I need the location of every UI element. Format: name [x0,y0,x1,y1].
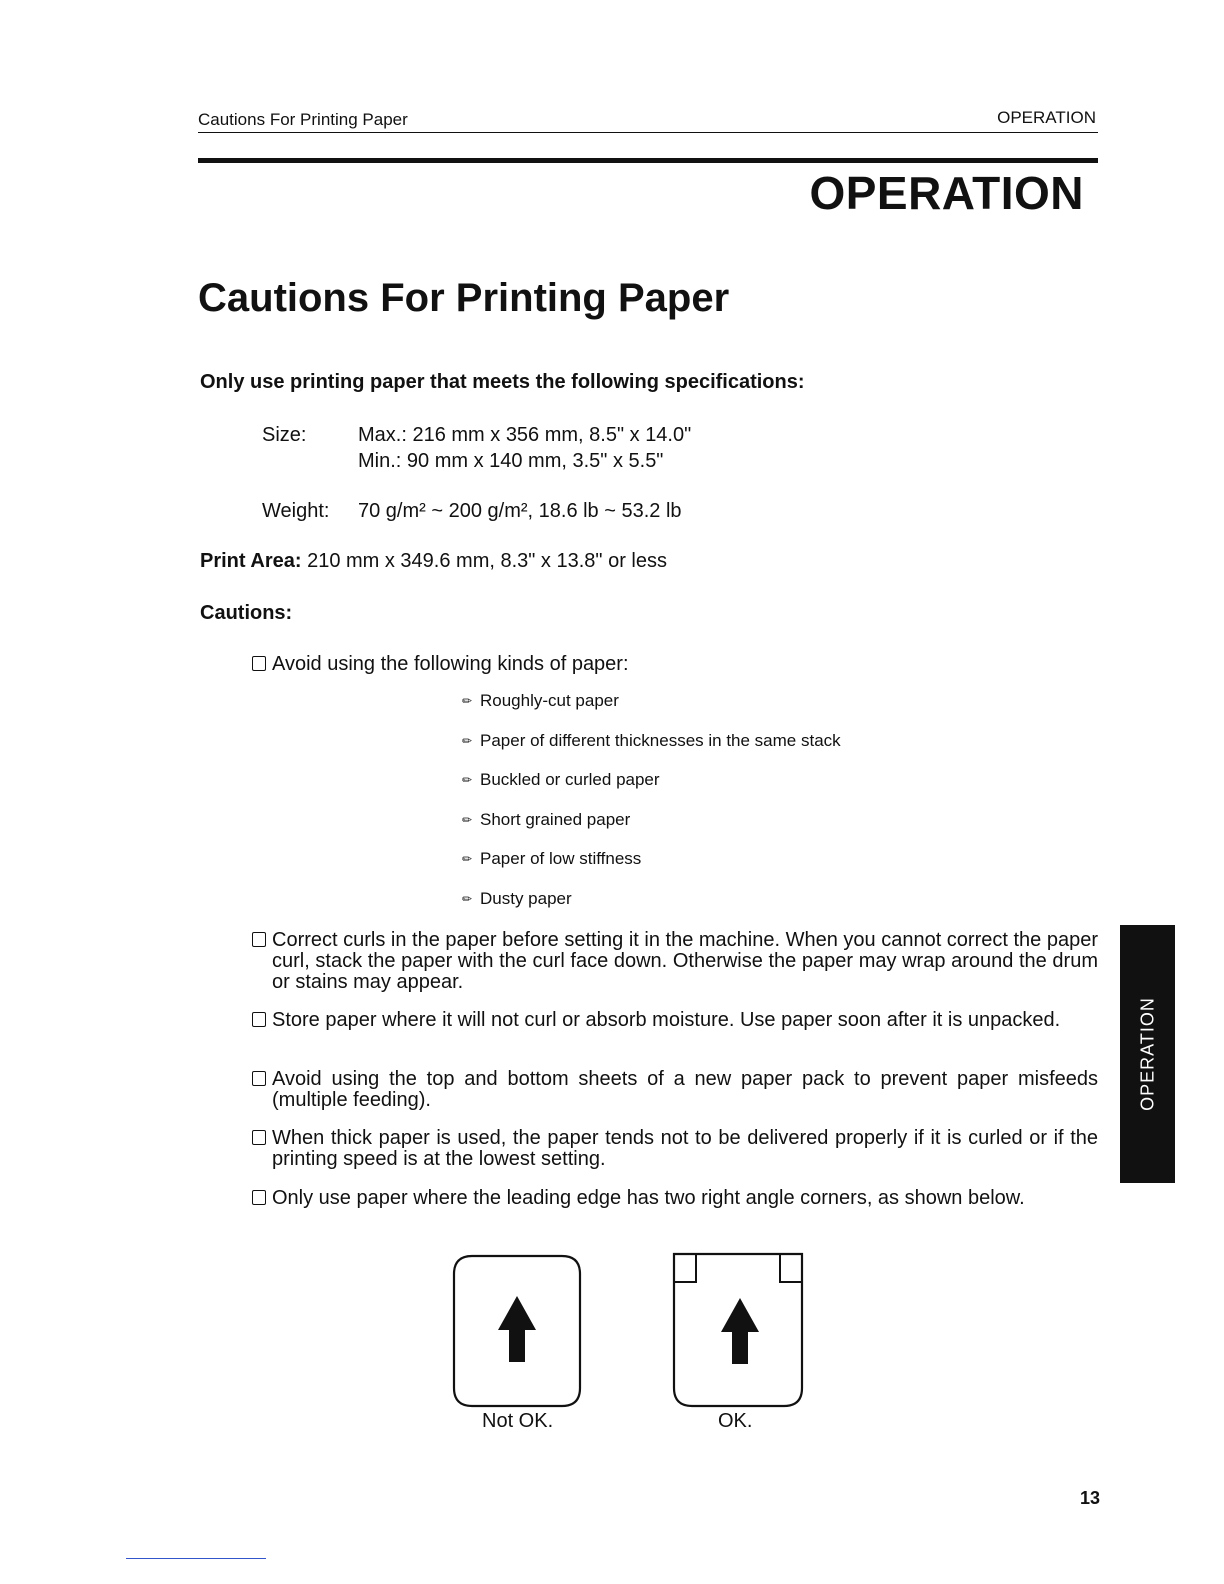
size-label: Size: [262,424,307,446]
checkbox-icon [252,1130,266,1145]
pencil-bullet-icon: ✏ [462,852,473,866]
scan-edge-mark [126,1558,266,1559]
page-title: Cautions For Printing Paper [198,276,730,320]
print-area [200,550,667,573]
paper-not-ok-diagram [450,1250,584,1412]
avoid-list-item [462,849,641,869]
avoid-list-item [462,889,572,909]
side-tab-label: OPERATION [1137,997,1157,1111]
weight-value: 70 g/m² ~ 200 g/m², 18.6 lb ~ 53.2 lb [358,500,682,522]
caution-text: Only use paper where the leading edge has two right angle corners, as shown below. [272,1187,1025,1209]
pencil-bullet-icon: ✏ [462,734,473,748]
caution-item [252,1010,1098,1031]
page-number: 13 [1079,1488,1100,1508]
chapter-side-tab [1120,925,1175,1183]
avoid-list-text: Paper of low stiffness [480,849,642,868]
spec-intro: Only use printing paper that meets the following specifications: [200,371,805,393]
caution-item [252,1128,1098,1170]
pencil-bullet-icon: ✏ [462,694,473,708]
caution-text: When thick paper is used, the paper tends not to be delivered properly if it is curled or if the printing speed is at the lowest setting. [272,1127,1098,1170]
checkbox-icon [252,932,266,947]
print-area-value: 210 mm x 349.6 mm, 8.3" x 13.8" or less [301,550,667,572]
avoid-list-text: Short grained paper [480,810,631,829]
not-ok-label: Not OK. [482,1410,554,1432]
avoid-list-text: Buckled or curled paper [480,770,660,789]
caution-avoid-intro [252,654,1098,675]
caution-text: Store paper where it will not curl or absorb moisture. Use paper soon after it is unpacked. [272,1009,1061,1031]
print-area-label: Print Area: [200,550,302,572]
avoid-list-text: Roughly-cut paper [480,691,619,710]
caution-text: Avoid using the top and bottom sheets of a new paper pack to prevent paper misfeeds (multiple feeding). [272,1068,1098,1111]
running-header-chapter: OPERATION [997,108,1096,127]
size-max: Max.: 216 mm x 356 mm, 8.5" x 14.0" [358,424,692,446]
pencil-bullet-icon: ✏ [462,892,473,906]
avoid-list-text: Dusty paper [480,889,572,908]
avoid-list-text: Paper of different thicknesses in the same stack [480,731,841,750]
checkbox-icon [252,1071,266,1086]
cautions-heading: Cautions: [200,602,293,624]
caution-avoid-text: Avoid using the following kinds of paper: [272,653,629,675]
size-min: Min.: 90 mm x 140 mm, 3.5" x 5.5" [358,450,664,472]
paper-ok-diagram [670,1250,806,1412]
checkbox-icon [252,656,266,671]
weight-label: Weight: [262,500,330,522]
pencil-bullet-icon: ✏ [462,813,473,827]
avoid-list-item [462,691,619,711]
pencil-bullet-icon: ✏ [462,773,473,787]
running-header-section: Cautions For Printing Paper [198,110,408,129]
caution-item [252,930,1098,993]
ok-label: OK. [718,1410,753,1432]
avoid-list-item [462,731,841,751]
arrow-up-icon [498,1296,536,1362]
avoid-list-item [462,770,660,790]
avoid-list-item [462,810,630,830]
chapter-title: OPERATION [809,167,1084,219]
checkbox-icon [252,1190,266,1205]
chapter-rule [198,158,1098,163]
caution-item [252,1188,1098,1209]
caution-text: Correct curls in the paper before setting it in the machine. When you cannot correct the paper curl, stack the paper with the curl face down. Otherwise the paper may wrap around the drum or stains may appear. [272,929,1098,993]
arrow-up-icon [721,1298,759,1364]
caution-item [252,1069,1098,1111]
checkbox-icon [252,1012,266,1027]
running-header [198,108,1098,133]
